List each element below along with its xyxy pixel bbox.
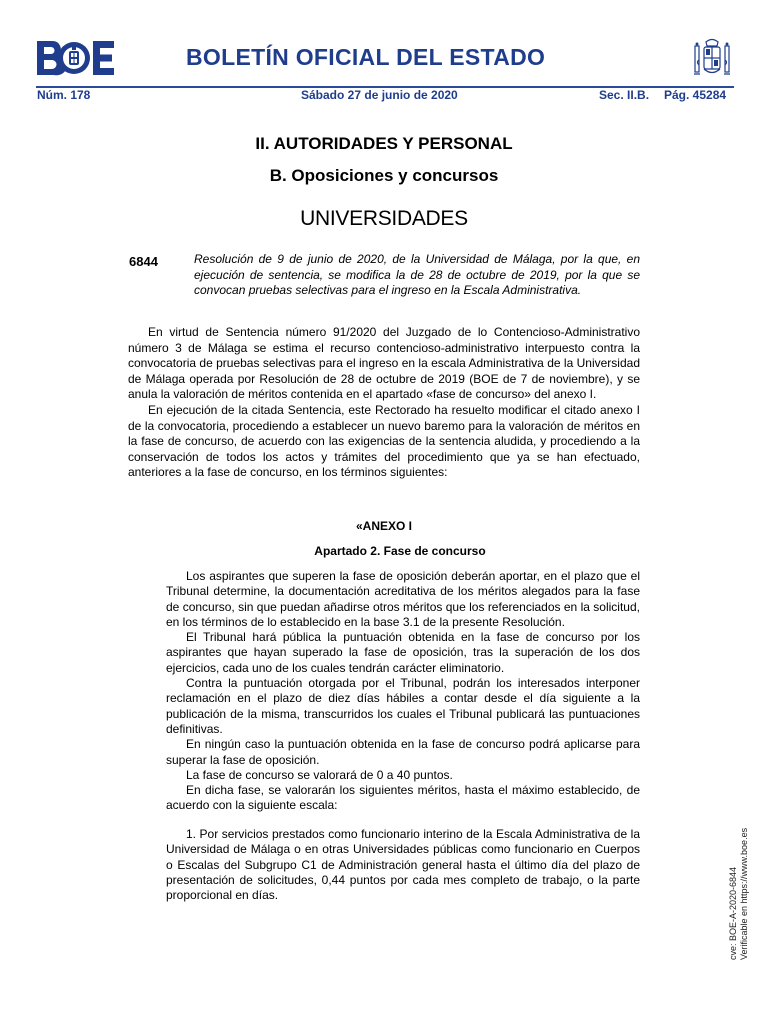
verify-link[interactable]: Verificable en https://www.boe.es [739,827,749,960]
verification-note [728,760,768,960]
section-code: Sec. II.B. [599,88,650,102]
boe-logo [36,40,116,76]
cve-code: cve: BOE-A-2020-6844 [728,866,738,960]
annex-paragraph: La fase de concurso se valorará de 0 a 40 puntos. [186,767,453,782]
annex-paragraph: Los aspirantes que superen la fase de oposición deberán aportar, en el plazo que el Tribunal determine, la documentación acreditativa de los méritos alegados para la fase de concurso, sin que puedan añadirse otros méritos que los referenciados en la solicitud, en los términos de lo establecido en la base 3.1 de la presente Resolución. [166,569,640,629]
annex-title: «ANEXO I [355,519,412,533]
annex-paragraph: En dicha fase, se valorarán los siguientes méritos, hasta el máximo establecido, de acuerdo con la siguiente escala: [166,783,640,813]
annex-paragraph: En ningún caso la puntuación obtenida en la fase de concurso podrá aplicarse para superar la fase de oposición. [166,737,640,767]
coat-of-arms-icon [690,36,734,80]
annex-subtitle: Apartado 2. Fase de concurso [314,544,486,558]
annex-text [166,569,640,814]
body-text [128,325,640,481]
masthead-title: BOLETÍN OFICIAL DEL ESTADO [186,44,546,70]
annex-item-1: 1. Por servicios prestados como funcionario interino de la Escala Administrativa de la Universidad de Málaga o en otras Universidades públicas como funcionario en Cuerpos o Escalas del Subgrupo C1 de Administración general hasta el último día del plazo de presentación de solicitudes, 0,44 puntos por cada mes completo de trabajo, o la parte proporcional en días. [166,827,640,903]
body-paragraph: En ejecución de la citada Sentencia, este Rectorado ha resuelto modificar el citado anexo I de la convocatoria, procediendo a establecer un nuevo baremo para la valoración de méritos en la fase de concurso, de acuerdo con las exigencias de la sentencia aludida, y procediendo a la conservación de todos los actos y trámites del procedimiento que ya se han efectuado, anteriores a la fase de concurso, en los términos siguientes: [128,402,640,480]
annex-paragraph: Contra la puntuación otorgada por el Tribunal, podrán los interesados interponer reclamación en el plazo de diez días hábiles a contar desde el día siguiente a la publicación de la misma, transcurridos los cuales el Tribunal publicará las puntuaciones definitivas. [166,676,640,736]
body-paragraph: En virtud de Sentencia número 91/2020 del Juzgado de lo Contencioso-Administrativo número 3 de Málaga se estima el recurso contencioso-administrativo interpuesto contra la convocatoria de pruebas selectivas para el ingreso en la escala Administrativa de la Universidad de Málaga operada por Resolución de 28 de octubre de 2019 (BOE de 7 de noviembre), y se anula la valoración de méritos contenida en el apartado «fase de concurso» del anexo I. [128,325,640,402]
annex-item-text [166,827,640,903]
page-number: Pág. 45284 [664,88,727,102]
section-title: II. AUTORIDADES Y PERSONAL [255,134,513,153]
issue-date: Sábado 27 de junio de 2020 [301,88,458,102]
subsection-title: B. Oposiciones y concursos [269,166,499,185]
category-title: UNIVERSIDADES [300,207,468,230]
disposition-number: 6844 [129,254,158,269]
annex-paragraph: El Tribunal hará pública la puntuación obtenida en la fase de concurso por los aspirantes que hayan superado la fase de oposición, tras la superación de los dos ejercicios, cada uno de los cuales tendrán carácter eliminatorio. [166,630,640,675]
issue-number: Núm. 178 [37,88,91,102]
disposition-title: Resolución de 9 de junio de 2020, de la Universidad de Málaga, por la que, en ejecución de sentencia, se modifica la de 28 de octubre de 2019, por la que se convocan pruebas selectivas para el ingreso en la Escala Administrativa. [194,252,640,298]
